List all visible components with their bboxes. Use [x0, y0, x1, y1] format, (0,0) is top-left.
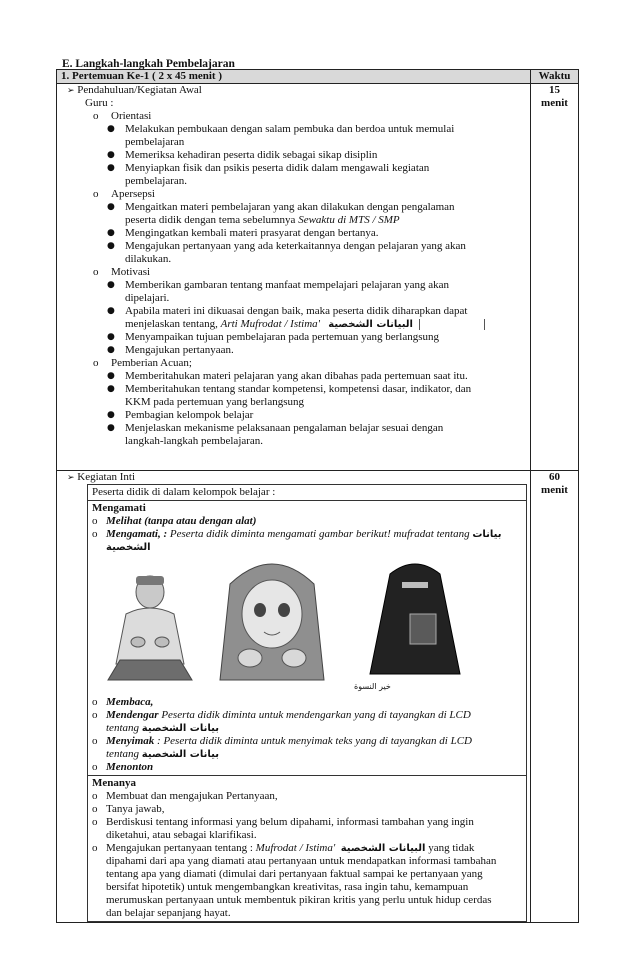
inti-time: 60 menit — [531, 471, 579, 923]
pendahuluan-cell — [57, 84, 531, 471]
list-item-cont: pembelajaran — [125, 136, 185, 148]
paragraph-line: dipahami dari apa yang diamati atau pertanyaan untuk mendapatkan informasi tambahan — [106, 855, 497, 867]
list-item: o Berdiskusi tentang informasi yang belum dipahami, informasi tambahan yang ingin diketahui, atau sebagai klarifikasi. — [92, 816, 474, 841]
list-item-cont: KKM pada pertemuan yang berlangsung — [125, 396, 305, 408]
niqab-woman-illustration — [360, 554, 470, 682]
list-item: ● Mengajukan pertanyaan. — [107, 344, 234, 356]
menanya-paragraph — [106, 855, 522, 920]
orientasi-list — [57, 123, 530, 188]
list-item-cont: menjelaskan tentang, Arti Mufrodat / Istima' البيانات الشخصية — [57, 318, 530, 331]
meeting-header: 1. Pertemuan Ke-1 ( 2 x 45 menit ) — [57, 70, 531, 84]
arabic-topic: البيانات الشخصية — [328, 319, 413, 330]
mengamati-title: Mengamati — [92, 502, 146, 514]
list-item: o Membaca, — [92, 696, 154, 708]
bullet-icon: ● — [107, 384, 115, 394]
table-row — [57, 84, 579, 471]
menanya-cell — [88, 776, 527, 922]
section-title: E. Langkah-langkah Pembelajaran — [62, 58, 235, 70]
table-header-row — [57, 70, 579, 84]
inti-cell — [57, 471, 531, 923]
list-item: ● Memeriksa kehadiran peserta didik sebagai sikap disiplin — [107, 149, 378, 161]
list-item: ● Apabila materi ini dikuasai dengan baik, maka peserta didik diharapkan dapat — [107, 305, 468, 317]
list-item: ● Mengingatkan kembali materi prasyarat dengan bertanya. — [107, 227, 379, 239]
intro-cell: Peserta didik di dalam kelompok belajar : — [88, 485, 527, 501]
bullet-icon: ● — [107, 371, 115, 381]
text-box-mark — [419, 319, 485, 330]
list-item: ● Memberitahukan tentang standar kompetensi, kompetensi dasar, indikator, dan — [107, 383, 472, 395]
list-item: o Menyimak : Peserta didik diminta untuk menyimak teks yang di tayangkan di LCD tentang بيانات الشخصية — [92, 735, 472, 760]
bullet-icon: ● — [107, 163, 115, 173]
list-item: ● Memberitahukan materi pelajaran yang akan dibahas pada pertemuan saat itu. — [107, 370, 468, 382]
motivasi-heading: o Motivasi — [93, 266, 151, 278]
pendahuluan-heading: ➢ Pendahuluan/Kegiatan Awal — [67, 84, 202, 96]
illustration-row — [92, 554, 522, 696]
list-item-cont: dilakukan. — [125, 253, 172, 265]
list-item-cont: pembelajaran. — [125, 175, 187, 187]
list-item: ● Melakukan pembukaan dengan salam pembuka dan berdoa untuk memulai — [107, 123, 455, 135]
list-item: o Mengajukan pertanyaan tentang : Mufrodat / Istima' البيانات الشخصية yang tidak dipahami dari apa yang diamati atau pertanyaan untuk mendapatkan informasi tambahan tentang apa yang diamati (dimulai dari pertanyaan faktual sampai ke pertanyaan yang bersifat hipotetik) untuk mengembangkan kreativitas, rasa ingin tahu, kemampuan merumuskan pertanyaan untuk membentuk pikiran kritis yang perlu untuk hidup cerdas dan belajar sepanjang hayat. — [92, 842, 522, 920]
list-item: ● Memberikan gambaran tentang manfaat mempelajari pelajaran yang akan — [107, 279, 450, 291]
list-item-cont: dipelajari. — [125, 292, 170, 304]
paragraph-line: dan belajar sepanjang hayat. — [106, 907, 231, 919]
list-item: ● Mengajukan pertanyaan yang ada keterkaitannya dengan pelajaran yang akan — [107, 240, 466, 252]
list-item: ● Pembagian kelompok belajar — [107, 409, 254, 421]
bullet-icon: ● — [107, 150, 115, 160]
menanya-title: Menanya — [92, 777, 136, 789]
bullet-icon: ● — [107, 423, 115, 433]
praying-boy-illustration — [100, 564, 200, 684]
time-header: Waktu — [531, 70, 579, 84]
paragraph-line: merumuskan pertanyaan untuk membentuk pikiran kritis yang perlu untuk hidup cerdas — [106, 894, 492, 906]
list-item: o Membuat dan mengajukan Pertanyaan, — [92, 790, 278, 802]
list-item: o Tanya jawab, — [92, 803, 165, 815]
mengamati-cell — [88, 501, 527, 776]
arrow-bullet-icon: ➢ — [67, 86, 75, 96]
apersepsi-heading: o Apersepsi — [93, 188, 155, 200]
paragraph-line: bersifat hipotetik) untuk mengembangkan kreativitas, rasa ingin tahu, kemampuan — [106, 881, 469, 893]
inti-inner-table — [87, 484, 527, 922]
list-item-cont: langkah-langkah pembelajaran. — [125, 435, 264, 447]
table-row — [57, 471, 579, 923]
bullet-icon: ● — [107, 410, 115, 420]
list-item: o Mengamati, : Peserta didik diminta mengamati gambar berikut! mufradat tentang بيانات الشخصية — [92, 528, 502, 553]
paragraph-line: tentang apa yang diamati (dimulai dari pertanyaan faktual sampai ke pertanyaan yang — [106, 868, 483, 880]
arrow-bullet-icon: ➢ — [67, 473, 75, 483]
image-caption: خير النسوة — [354, 682, 391, 691]
list-item: o Menonton — [92, 761, 154, 773]
orientasi-heading: o Orientasi — [93, 110, 152, 122]
list-item: ● Menyampaikan tujuan pembelajaran pada pertemuan yang berlangsung — [107, 331, 439, 343]
list-item-cont: peserta didik dengan tema sebelumnya Sewaktu di MTS / SMP — [125, 214, 400, 226]
bullet-icon: ● — [107, 124, 115, 134]
inti-heading: ➢ Kegiatan Inti — [67, 471, 136, 483]
lesson-steps-table — [56, 69, 579, 923]
guru-label: Guru : — [85, 97, 114, 109]
hijab-girl-illustration — [210, 554, 334, 684]
list-item: ● Menyiapkan fisik dan psikis peserta didik dalam mengawali kegiatan — [107, 162, 430, 174]
list-item: o Mendengar Peserta didik diminta untuk mendengarkan yang di tayangkan di LCD tentang بيانات الشخصية — [92, 709, 471, 734]
list-item: ● Mengaitkan materi pembelajaran yang akan dilakukan dengan pengalaman — [107, 201, 455, 213]
acuan-heading: o Pemberian Acuan; — [93, 357, 192, 369]
list-item: o Melihat (tanpa atau dengan alat) — [92, 515, 257, 527]
acuan-list — [57, 370, 530, 448]
pendahuluan-time: 15 menit — [531, 84, 579, 471]
list-item: ● Menjelaskan mekanisme pelaksanaan pengalaman belajar sesuai dengan — [107, 422, 444, 434]
